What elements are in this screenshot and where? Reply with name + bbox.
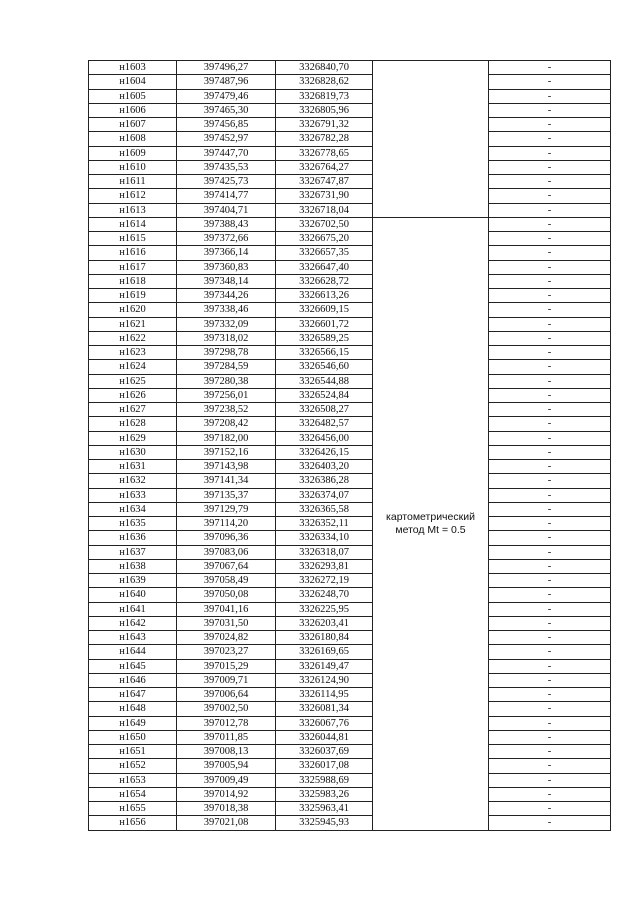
y-coordinate-cell: 3326782,28 bbox=[276, 132, 373, 146]
table-row bbox=[89, 645, 611, 659]
y-coordinate-cell: 3326609,15 bbox=[276, 303, 373, 317]
point-id-cell: н1626 bbox=[89, 388, 177, 402]
note-cell: - bbox=[489, 773, 611, 787]
x-coordinate-cell: 397067,64 bbox=[177, 559, 276, 573]
point-id-cell: н1603 bbox=[89, 61, 177, 75]
point-id-cell: н1617 bbox=[89, 260, 177, 274]
y-coordinate-cell: 3326508,27 bbox=[276, 403, 373, 417]
x-coordinate-cell: 397008,13 bbox=[177, 745, 276, 759]
note-cell: - bbox=[489, 89, 611, 103]
note-cell: - bbox=[489, 346, 611, 360]
x-coordinate-cell: 397014,92 bbox=[177, 787, 276, 801]
x-coordinate-cell: 397284,59 bbox=[177, 360, 276, 374]
point-id-cell: н1641 bbox=[89, 602, 177, 616]
note-cell: - bbox=[489, 132, 611, 146]
y-coordinate-cell: 3326426,15 bbox=[276, 445, 373, 459]
x-coordinate-cell: 397238,52 bbox=[177, 403, 276, 417]
table-row bbox=[89, 160, 611, 174]
x-coordinate-cell: 397141,34 bbox=[177, 474, 276, 488]
point-id-cell: н1634 bbox=[89, 502, 177, 516]
point-id-cell: н1624 bbox=[89, 360, 177, 374]
x-coordinate-cell: 397414,77 bbox=[177, 189, 276, 203]
table-row bbox=[89, 232, 611, 246]
note-cell: - bbox=[489, 75, 611, 89]
table-row bbox=[89, 474, 611, 488]
y-coordinate-cell: 3326805,96 bbox=[276, 103, 373, 117]
note-cell: - bbox=[489, 460, 611, 474]
x-coordinate-cell: 397023,27 bbox=[177, 645, 276, 659]
x-coordinate-cell: 397479,46 bbox=[177, 89, 276, 103]
table-row bbox=[89, 602, 611, 616]
table-row bbox=[89, 517, 611, 531]
point-id-cell: н1625 bbox=[89, 374, 177, 388]
table-row bbox=[89, 488, 611, 502]
table-row bbox=[89, 417, 611, 431]
table-row bbox=[89, 730, 611, 744]
table-row bbox=[89, 75, 611, 89]
point-id-cell: н1622 bbox=[89, 331, 177, 345]
y-coordinate-cell: 3326114,95 bbox=[276, 688, 373, 702]
table-row bbox=[89, 745, 611, 759]
point-id-cell: н1635 bbox=[89, 517, 177, 531]
x-coordinate-cell: 397435,53 bbox=[177, 160, 276, 174]
point-id-cell: н1649 bbox=[89, 716, 177, 730]
y-coordinate-cell: 3326840,70 bbox=[276, 61, 373, 75]
x-coordinate-cell: 397404,71 bbox=[177, 203, 276, 217]
x-coordinate-cell: 397009,49 bbox=[177, 773, 276, 787]
y-coordinate-cell: 3326628,72 bbox=[276, 274, 373, 288]
note-cell: - bbox=[489, 232, 611, 246]
x-coordinate-cell: 397447,70 bbox=[177, 146, 276, 160]
table-row bbox=[89, 132, 611, 146]
note-cell: - bbox=[489, 388, 611, 402]
x-coordinate-cell: 397338,46 bbox=[177, 303, 276, 317]
point-id-cell: н1655 bbox=[89, 802, 177, 816]
x-coordinate-cell: 397083,06 bbox=[177, 545, 276, 559]
table-row bbox=[89, 403, 611, 417]
note-cell: - bbox=[489, 303, 611, 317]
x-coordinate-cell: 397318,02 bbox=[177, 331, 276, 345]
point-id-cell: н1629 bbox=[89, 431, 177, 445]
x-coordinate-cell: 397487,96 bbox=[177, 75, 276, 89]
point-id-cell: н1642 bbox=[89, 616, 177, 630]
note-cell: - bbox=[489, 146, 611, 160]
x-coordinate-cell: 397011,85 bbox=[177, 730, 276, 744]
y-coordinate-cell: 3326149,47 bbox=[276, 659, 373, 673]
point-id-cell: н1648 bbox=[89, 702, 177, 716]
y-coordinate-cell: 3325983,26 bbox=[276, 787, 373, 801]
point-id-cell: н1632 bbox=[89, 474, 177, 488]
y-coordinate-cell: 3326524,84 bbox=[276, 388, 373, 402]
y-coordinate-cell: 3326044,81 bbox=[276, 730, 373, 744]
point-id-cell: н1619 bbox=[89, 289, 177, 303]
note-cell: - bbox=[489, 203, 611, 217]
table-row bbox=[89, 61, 611, 75]
note-cell: - bbox=[489, 616, 611, 630]
x-coordinate-cell: 397024,82 bbox=[177, 631, 276, 645]
x-coordinate-cell: 397372,66 bbox=[177, 232, 276, 246]
point-id-cell: н1643 bbox=[89, 631, 177, 645]
point-id-cell: н1612 bbox=[89, 189, 177, 203]
note-cell: - bbox=[489, 688, 611, 702]
x-coordinate-cell: 397298,78 bbox=[177, 346, 276, 360]
note-cell: - bbox=[489, 602, 611, 616]
table-row bbox=[89, 659, 611, 673]
table-row bbox=[89, 588, 611, 602]
note-cell: - bbox=[489, 659, 611, 673]
note-cell: - bbox=[489, 403, 611, 417]
note-cell: - bbox=[489, 445, 611, 459]
y-coordinate-cell: 3326272,19 bbox=[276, 574, 373, 588]
note-cell: - bbox=[489, 61, 611, 75]
y-coordinate-cell: 3325945,93 bbox=[276, 816, 373, 830]
point-id-cell: н1608 bbox=[89, 132, 177, 146]
table-row bbox=[89, 103, 611, 117]
point-id-cell: н1627 bbox=[89, 403, 177, 417]
point-id-cell: н1606 bbox=[89, 103, 177, 117]
x-coordinate-cell: 397344,26 bbox=[177, 289, 276, 303]
note-cell: - bbox=[489, 759, 611, 773]
point-id-cell: н1645 bbox=[89, 659, 177, 673]
y-coordinate-cell: 3326386,28 bbox=[276, 474, 373, 488]
x-coordinate-cell: 397006,64 bbox=[177, 688, 276, 702]
point-id-cell: н1607 bbox=[89, 118, 177, 132]
y-coordinate-cell: 3326482,57 bbox=[276, 417, 373, 431]
table-row bbox=[89, 217, 611, 231]
x-coordinate-cell: 397280,38 bbox=[177, 374, 276, 388]
point-id-cell: н1650 bbox=[89, 730, 177, 744]
table-row bbox=[89, 360, 611, 374]
table-row bbox=[89, 374, 611, 388]
note-cell: - bbox=[489, 802, 611, 816]
note-cell: - bbox=[489, 816, 611, 830]
y-coordinate-cell: 3326828,62 bbox=[276, 75, 373, 89]
point-id-cell: н1615 bbox=[89, 232, 177, 246]
note-cell: - bbox=[489, 559, 611, 573]
y-coordinate-cell: 3326601,72 bbox=[276, 317, 373, 331]
point-id-cell: н1652 bbox=[89, 759, 177, 773]
x-coordinate-cell: 397143,98 bbox=[177, 460, 276, 474]
table-row bbox=[89, 289, 611, 303]
y-coordinate-cell: 3326566,15 bbox=[276, 346, 373, 360]
table-row bbox=[89, 246, 611, 260]
x-coordinate-cell: 397002,50 bbox=[177, 702, 276, 716]
note-cell: - bbox=[489, 175, 611, 189]
y-coordinate-cell: 3325988,69 bbox=[276, 773, 373, 787]
y-coordinate-cell: 3326374,07 bbox=[276, 488, 373, 502]
y-coordinate-cell: 3326203,41 bbox=[276, 616, 373, 630]
x-coordinate-cell: 397129,79 bbox=[177, 502, 276, 516]
y-coordinate-cell: 3326225,95 bbox=[276, 602, 373, 616]
note-cell: - bbox=[489, 374, 611, 388]
note-cell: - bbox=[489, 673, 611, 687]
x-coordinate-cell: 397360,83 bbox=[177, 260, 276, 274]
point-id-cell: н1640 bbox=[89, 588, 177, 602]
point-id-cell: н1614 bbox=[89, 217, 177, 231]
y-coordinate-cell: 3326819,73 bbox=[276, 89, 373, 103]
note-cell: - bbox=[489, 574, 611, 588]
table-row bbox=[89, 260, 611, 274]
table-row bbox=[89, 816, 611, 830]
table-row bbox=[89, 559, 611, 573]
table-row bbox=[89, 773, 611, 787]
table-row bbox=[89, 274, 611, 288]
x-coordinate-cell: 397366,14 bbox=[177, 246, 276, 260]
x-coordinate-cell: 397452,97 bbox=[177, 132, 276, 146]
y-coordinate-cell: 3326778,65 bbox=[276, 146, 373, 160]
note-cell: - bbox=[489, 631, 611, 645]
table-row bbox=[89, 346, 611, 360]
note-cell: - bbox=[489, 317, 611, 331]
note-cell: - bbox=[489, 474, 611, 488]
y-coordinate-cell: 3326589,25 bbox=[276, 331, 373, 345]
x-coordinate-cell: 397496,27 bbox=[177, 61, 276, 75]
note-cell: - bbox=[489, 702, 611, 716]
point-id-cell: н1633 bbox=[89, 488, 177, 502]
x-coordinate-cell: 397015,29 bbox=[177, 659, 276, 673]
note-cell: - bbox=[489, 716, 611, 730]
y-coordinate-cell: 3326731,90 bbox=[276, 189, 373, 203]
note-cell: - bbox=[489, 289, 611, 303]
y-coordinate-cell: 3326613,26 bbox=[276, 289, 373, 303]
y-coordinate-cell: 3326293,81 bbox=[276, 559, 373, 573]
x-coordinate-cell: 397182,00 bbox=[177, 431, 276, 445]
x-coordinate-cell: 397256,01 bbox=[177, 388, 276, 402]
table-row bbox=[89, 175, 611, 189]
note-cell: - bbox=[489, 588, 611, 602]
y-coordinate-cell: 3326718,04 bbox=[276, 203, 373, 217]
point-id-cell: н1621 bbox=[89, 317, 177, 331]
y-coordinate-cell: 3326657,35 bbox=[276, 246, 373, 260]
x-coordinate-cell: 397058,49 bbox=[177, 574, 276, 588]
table-row bbox=[89, 118, 611, 132]
y-coordinate-cell: 3326764,27 bbox=[276, 160, 373, 174]
table-row bbox=[89, 189, 611, 203]
y-coordinate-cell: 3326647,40 bbox=[276, 260, 373, 274]
table-row bbox=[89, 531, 611, 545]
x-coordinate-cell: 397456,85 bbox=[177, 118, 276, 132]
note-cell: - bbox=[489, 502, 611, 516]
point-id-cell: н1653 bbox=[89, 773, 177, 787]
note-cell: - bbox=[489, 417, 611, 431]
method-cell-empty bbox=[373, 61, 489, 218]
x-coordinate-cell: 397465,30 bbox=[177, 103, 276, 117]
y-coordinate-cell: 3326169,65 bbox=[276, 645, 373, 659]
table-row bbox=[89, 203, 611, 217]
x-coordinate-cell: 397096,36 bbox=[177, 531, 276, 545]
y-coordinate-cell: 3326318,07 bbox=[276, 545, 373, 559]
y-coordinate-cell: 3326791,32 bbox=[276, 118, 373, 132]
table-row bbox=[89, 331, 611, 345]
note-cell: - bbox=[489, 488, 611, 502]
y-coordinate-cell: 3326017,08 bbox=[276, 759, 373, 773]
x-coordinate-cell: 397388,43 bbox=[177, 217, 276, 231]
x-coordinate-cell: 397005,94 bbox=[177, 759, 276, 773]
table-row bbox=[89, 460, 611, 474]
point-id-cell: н1610 bbox=[89, 160, 177, 174]
y-coordinate-cell: 3325963,41 bbox=[276, 802, 373, 816]
point-id-cell: н1631 bbox=[89, 460, 177, 474]
table-row bbox=[89, 317, 611, 331]
x-coordinate-cell: 397041,16 bbox=[177, 602, 276, 616]
point-id-cell: н1605 bbox=[89, 89, 177, 103]
x-coordinate-cell: 397135,37 bbox=[177, 488, 276, 502]
y-coordinate-cell: 3326544,88 bbox=[276, 374, 373, 388]
table-row bbox=[89, 146, 611, 160]
note-cell: - bbox=[489, 730, 611, 744]
table-row bbox=[89, 631, 611, 645]
y-coordinate-cell: 3326067,76 bbox=[276, 716, 373, 730]
x-coordinate-cell: 397114,20 bbox=[177, 517, 276, 531]
note-cell: - bbox=[489, 431, 611, 445]
note-cell: - bbox=[489, 531, 611, 545]
table-row bbox=[89, 616, 611, 630]
point-id-cell: н1644 bbox=[89, 645, 177, 659]
point-id-cell: н1651 bbox=[89, 745, 177, 759]
x-coordinate-cell: 397009,71 bbox=[177, 673, 276, 687]
note-cell: - bbox=[489, 260, 611, 274]
note-cell: - bbox=[489, 189, 611, 203]
point-id-cell: н1654 bbox=[89, 787, 177, 801]
point-id-cell: н1637 bbox=[89, 545, 177, 559]
table-row bbox=[89, 802, 611, 816]
y-coordinate-cell: 3326081,34 bbox=[276, 702, 373, 716]
note-cell: - bbox=[489, 160, 611, 174]
table-row bbox=[89, 545, 611, 559]
y-coordinate-cell: 3326403,20 bbox=[276, 460, 373, 474]
note-cell: - bbox=[489, 645, 611, 659]
note-cell: - bbox=[489, 118, 611, 132]
y-coordinate-cell: 3326702,50 bbox=[276, 217, 373, 231]
point-id-cell: н1620 bbox=[89, 303, 177, 317]
y-coordinate-cell: 3326334,10 bbox=[276, 531, 373, 545]
point-id-cell: н1647 bbox=[89, 688, 177, 702]
table-row bbox=[89, 303, 611, 317]
table-row bbox=[89, 431, 611, 445]
table-row bbox=[89, 702, 611, 716]
table-row bbox=[89, 759, 611, 773]
point-id-cell: н1628 bbox=[89, 417, 177, 431]
coordinates-table-body bbox=[89, 61, 611, 831]
y-coordinate-cell: 3326037,69 bbox=[276, 745, 373, 759]
note-cell: - bbox=[489, 787, 611, 801]
note-cell: - bbox=[489, 217, 611, 231]
point-id-cell: н1613 bbox=[89, 203, 177, 217]
note-cell: - bbox=[489, 360, 611, 374]
table-row bbox=[89, 716, 611, 730]
point-id-cell: н1611 bbox=[89, 175, 177, 189]
coordinates-table bbox=[88, 60, 611, 831]
note-cell: - bbox=[489, 517, 611, 531]
table-row bbox=[89, 89, 611, 103]
y-coordinate-cell: 3326365,58 bbox=[276, 502, 373, 516]
note-cell: - bbox=[489, 545, 611, 559]
x-coordinate-cell: 397021,08 bbox=[177, 816, 276, 830]
y-coordinate-cell: 3326747,87 bbox=[276, 175, 373, 189]
point-id-cell: н1618 bbox=[89, 274, 177, 288]
x-coordinate-cell: 397012,78 bbox=[177, 716, 276, 730]
y-coordinate-cell: 3326248,70 bbox=[276, 588, 373, 602]
point-id-cell: н1604 bbox=[89, 75, 177, 89]
x-coordinate-cell: 397031,50 bbox=[177, 616, 276, 630]
x-coordinate-cell: 397348,14 bbox=[177, 274, 276, 288]
x-coordinate-cell: 397425,73 bbox=[177, 175, 276, 189]
note-cell: - bbox=[489, 246, 611, 260]
x-coordinate-cell: 397332,09 bbox=[177, 317, 276, 331]
y-coordinate-cell: 3326124,90 bbox=[276, 673, 373, 687]
y-coordinate-cell: 3326352,11 bbox=[276, 517, 373, 531]
x-coordinate-cell: 397018,38 bbox=[177, 802, 276, 816]
table-row bbox=[89, 574, 611, 588]
point-id-cell: н1646 bbox=[89, 673, 177, 687]
y-coordinate-cell: 3326546,60 bbox=[276, 360, 373, 374]
x-coordinate-cell: 397208,42 bbox=[177, 417, 276, 431]
method-label-line2: метод Mt = 0.5 bbox=[395, 523, 466, 536]
method-cell bbox=[373, 217, 489, 830]
point-id-cell: н1636 bbox=[89, 531, 177, 545]
method-label-line1: картометрический bbox=[386, 510, 475, 523]
point-id-cell: н1638 bbox=[89, 559, 177, 573]
table-row bbox=[89, 445, 611, 459]
y-coordinate-cell: 3326675,20 bbox=[276, 232, 373, 246]
note-cell: - bbox=[489, 745, 611, 759]
table-row bbox=[89, 688, 611, 702]
note-cell: - bbox=[489, 274, 611, 288]
table-row bbox=[89, 502, 611, 516]
point-id-cell: н1639 bbox=[89, 574, 177, 588]
point-id-cell: н1616 bbox=[89, 246, 177, 260]
y-coordinate-cell: 3326180,84 bbox=[276, 631, 373, 645]
point-id-cell: н1623 bbox=[89, 346, 177, 360]
table-row bbox=[89, 787, 611, 801]
x-coordinate-cell: 397050,08 bbox=[177, 588, 276, 602]
table-row bbox=[89, 388, 611, 402]
note-cell: - bbox=[489, 103, 611, 117]
x-coordinate-cell: 397152,16 bbox=[177, 445, 276, 459]
point-id-cell: н1656 bbox=[89, 816, 177, 830]
point-id-cell: н1609 bbox=[89, 146, 177, 160]
note-cell: - bbox=[489, 331, 611, 345]
table-row bbox=[89, 673, 611, 687]
y-coordinate-cell: 3326456,00 bbox=[276, 431, 373, 445]
point-id-cell: н1630 bbox=[89, 445, 177, 459]
